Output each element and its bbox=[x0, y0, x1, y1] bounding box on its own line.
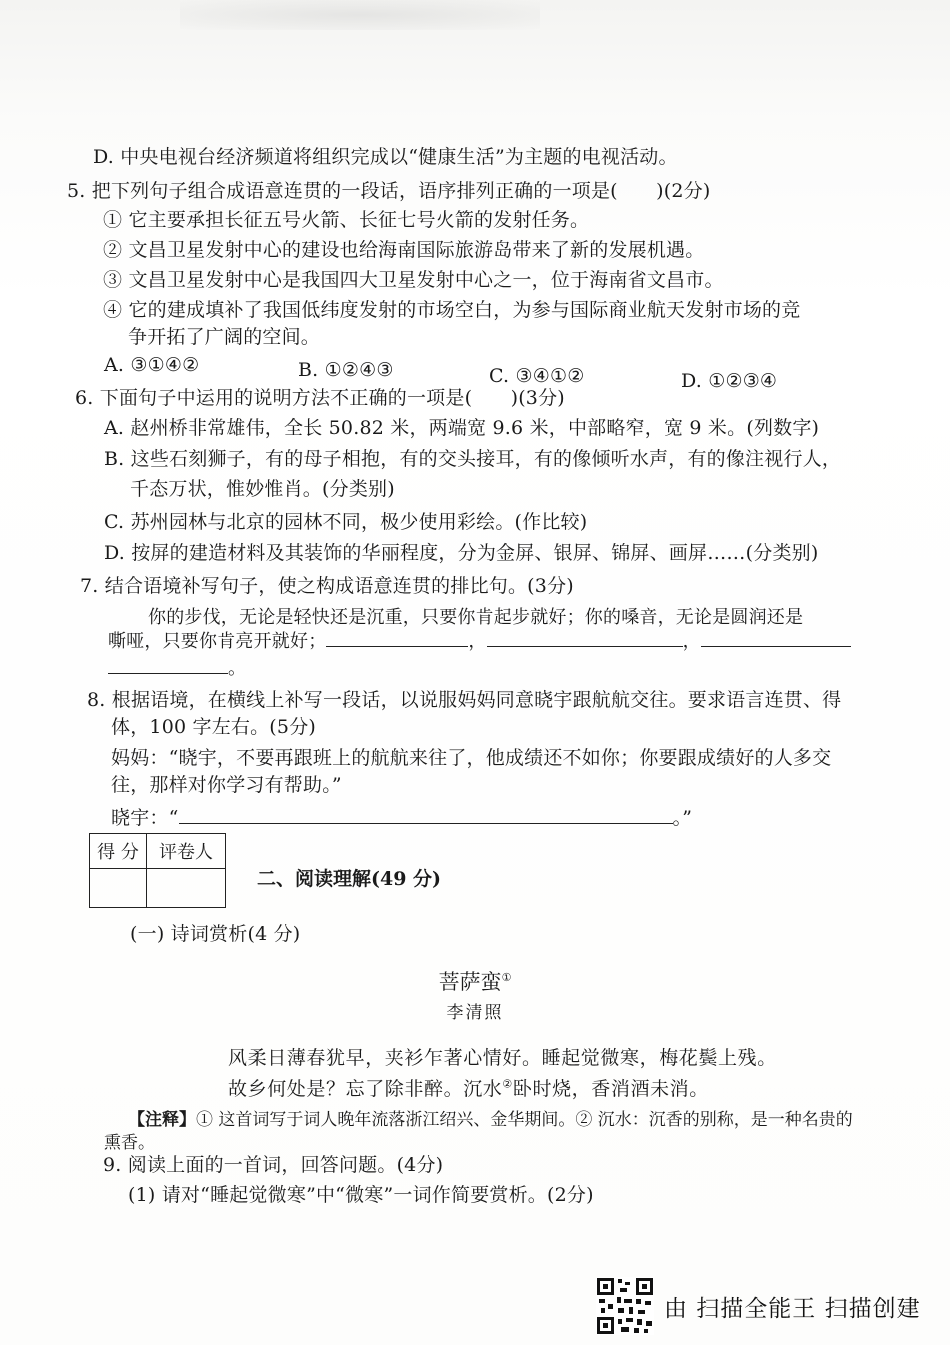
qr-code-graphic bbox=[596, 1277, 654, 1335]
scanner-watermark-text: 由 扫描全能王 扫描创建 bbox=[664, 1295, 921, 1322]
q7-passage-line1: 你的步伐，无论是轻快还是沉重，只要你肯起步就好；你的嗓音，无论是圆润还是 bbox=[148, 607, 804, 628]
q8-mom-line1: 妈妈：“晓宇，不要再跟班上的航航来往了，他成绩还不如你；你要跟成绩好的人多交 bbox=[111, 747, 832, 769]
q7-blank-4[interactable] bbox=[108, 655, 228, 674]
q6-option-a: A. 赵州桥非常雄伟，全长 50.82 米，两端宽 9.6 米，中部略窄，宽 9 米。(列数字) bbox=[104, 417, 820, 439]
poem-line-2b: 卧时烧，香消酒未消。 bbox=[512, 1078, 709, 1100]
poem-notes-line2: 熏香。 bbox=[104, 1133, 155, 1153]
poem-line-2a: 故乡何处是？忘了除非醉。沉水 bbox=[228, 1078, 503, 1100]
grader-header: 评卷人 bbox=[147, 834, 226, 869]
q5-option-c: C. ③④①② bbox=[489, 365, 585, 387]
q7-passage-line2 bbox=[108, 628, 851, 654]
q7-period: 。 bbox=[228, 658, 247, 679]
poem-author: 李清照 bbox=[446, 1003, 504, 1023]
q8-answer-line bbox=[111, 805, 692, 830]
poem-line-1: 风柔日薄春犹早，夹衫乍著心情好。睡起觉微寒，梅花鬓上残。 bbox=[228, 1047, 777, 1069]
q7-passage-text: 嘶哑，只要你肯亮开就好； bbox=[108, 631, 327, 652]
poem-footnote-mark-2: ② bbox=[502, 1077, 513, 1091]
q7-blank-3[interactable] bbox=[701, 628, 851, 647]
q5-sentence-4a: ④ 它的建成填补了我国低纬度发射的市场空白，为参与国际商业航天发射市场的竞 bbox=[103, 299, 801, 321]
score-header: 得 分 bbox=[90, 834, 147, 869]
notes-text-1: ① 这首词写于词人晚年流落浙江绍兴、金华期间。② 沉水：沉香的别称，是一种名贵的 bbox=[196, 1110, 853, 1130]
grader-cell[interactable] bbox=[147, 869, 226, 908]
q5-sentence-3: ③ 文昌卫星发射中心是我国四大卫星发射中心之一，位于海南省文昌市。 bbox=[103, 269, 724, 291]
q9-stem: 9. 阅读上面的一首词，回答问题。(4分) bbox=[103, 1154, 444, 1176]
q6-option-b-line1: B. 这些石刻狮子，有的母子相抱，有的交头接耳，有的像倾听水声，有的像注视行人， bbox=[104, 448, 842, 470]
q6-option-c: C. 苏州园林与北京的园林不同，极少使用彩绘。(作比较) bbox=[104, 511, 588, 533]
q6-option-b-line2: 千态万状，惟妙惟肖。(分类别) bbox=[130, 478, 395, 500]
scanner-watermark bbox=[596, 1275, 921, 1337]
q9-sub-1: (1) 请对“睡起觉微寒”中“微寒”一词作简要赏析。(2分) bbox=[128, 1184, 594, 1206]
section-2-title: 二、阅读理解(49 分) bbox=[257, 868, 442, 890]
q7-stem: 7. 结合语境补写句子，使之构成语意连贯的排比句。(3分) bbox=[80, 575, 574, 597]
poem-line-2 bbox=[228, 1074, 709, 1101]
q8-xiaoyu-label: 晓宇：“ bbox=[111, 807, 179, 829]
q5-sentence-4b: 争开拓了广阔的空间。 bbox=[128, 326, 321, 348]
q7-passage-line3 bbox=[108, 655, 246, 681]
q7-blank-1[interactable] bbox=[326, 628, 468, 647]
q5-sentence-1: ① 它主要承担长征五号火箭、长征七号火箭的发射任务。 bbox=[103, 209, 590, 231]
notes-label: 【注释】 bbox=[128, 1110, 196, 1130]
poem-notes-line1 bbox=[128, 1105, 853, 1130]
qr-code-icon bbox=[596, 1277, 654, 1335]
q8-close-quote: 。” bbox=[672, 807, 693, 829]
q5-stem: 5. 把下列句子组合成语意连贯的一段话，语序排列正确的一项是( )(2分) bbox=[67, 180, 711, 202]
q5-option-b: B. ①②④③ bbox=[298, 359, 394, 381]
q7-blank-2[interactable] bbox=[487, 628, 683, 647]
q5-option-a: A. ③①④② bbox=[104, 354, 200, 376]
score-table bbox=[89, 833, 226, 908]
q7-comma-1: ， bbox=[468, 631, 487, 652]
scan-smudge bbox=[180, 0, 540, 30]
score-cell[interactable] bbox=[90, 869, 147, 908]
poem-title-text: 菩萨蛮 bbox=[438, 970, 502, 994]
q5-sentence-2: ② 文昌卫星发射中心的建设也给海南国际旅游岛带来了新的发展机遇。 bbox=[103, 239, 705, 261]
section-2-part-1-title: (一) 诗词赏析(4 分) bbox=[130, 923, 301, 945]
q8-answer-blank[interactable] bbox=[179, 805, 673, 824]
q8-mom-line2: 往，那样对你学习有帮助。” bbox=[111, 774, 342, 796]
q6-option-d: D. 按屏的建造材料及其装饰的华丽程度，分为金屏、银屏、锦屏、画屏……(分类别) bbox=[104, 542, 819, 564]
q7-comma-2: ， bbox=[682, 631, 701, 652]
q8-stem-line2: 体，100 字左右。(5分) bbox=[111, 716, 317, 738]
q8-stem-line1: 8. 根据语境，在横线上补写一段话，以说服妈妈同意晓宇跟航航交往。要求语言连贯、得 bbox=[87, 689, 842, 711]
poem-title bbox=[0, 966, 950, 996]
poem-title-footnote-mark: ① bbox=[501, 971, 512, 984]
q4-option-d: D. 中央电视台经济频道将组织完成以“健康生活”为主题的电视活动。 bbox=[93, 146, 678, 168]
q5-option-d: D. ①②③④ bbox=[681, 370, 778, 392]
q6-stem: 6. 下面句子中运用的说明方法不正确的一项是( )(3分) bbox=[75, 387, 565, 409]
